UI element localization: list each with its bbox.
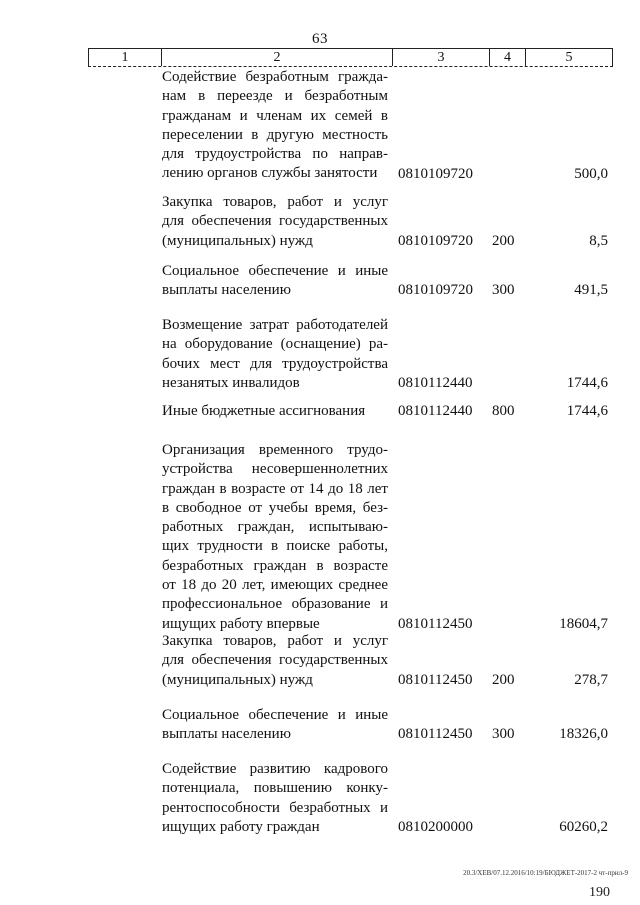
table-row (162, 632, 608, 690)
row-amount: 491,5 (574, 282, 608, 299)
row-expense-type: 200 (492, 671, 515, 688)
table-row (162, 193, 608, 251)
row-description-line: работных граждан, испытываю- (162, 519, 388, 536)
row-description-line: выплаты населению (162, 282, 291, 299)
row-description-line: профессиональное образование и (162, 596, 388, 613)
table-row (162, 68, 608, 184)
row-description-line: Социальное обеспечение и иные (162, 707, 388, 723)
row-amount: 60260,2 (559, 818, 608, 835)
row-target-code: 0810112450 (398, 615, 473, 632)
row-description (162, 706, 388, 745)
row-description (162, 632, 388, 690)
table-row (162, 706, 608, 745)
row-amount: 18326,0 (559, 726, 608, 743)
row-amount: 500,0 (574, 165, 608, 182)
table-row (162, 402, 608, 421)
column-header-4: 4 (489, 49, 525, 66)
row-expense-type: 800 (492, 403, 515, 419)
row-target-code: 0810112450 (398, 726, 473, 743)
row-description (162, 316, 388, 393)
row-description-line: гражданам и членам их семей в (162, 107, 388, 124)
row-target-code: 0810112440 (398, 403, 473, 419)
row-description-line: для обеспечения государственных (162, 213, 388, 230)
row-expense-type: 300 (492, 282, 515, 299)
row-description-line: рентоспособности безработных и (162, 799, 388, 816)
row-description-line: ищущих работу граждан (162, 818, 320, 835)
row-description-line: Содействие безработным гражда- (162, 69, 388, 85)
row-description-line: для обеспечения государственных (162, 652, 388, 669)
column-header-3: 3 (392, 49, 489, 66)
document-footer-stamp: 20.3/ХЕВ/07.12.2016/10:19/БЮДЖЕТ-2017-2 чт-прил-9 (463, 869, 628, 877)
row-target-code: 0810112450 (398, 671, 473, 688)
row-description-line: для трудоустройства по направ- (162, 146, 388, 163)
table-row (162, 262, 608, 301)
table-row (162, 441, 608, 634)
row-description (162, 760, 388, 837)
row-description-line: Возмещение затрат работодателей (162, 317, 388, 333)
row-amount: 8,5 (589, 232, 608, 249)
row-description-line: в свободное от учебы время, без- (162, 499, 388, 516)
row-amount: 278,7 (574, 671, 608, 688)
table-row (162, 316, 608, 393)
row-description-line: Закупка товаров, работ и услуг (162, 633, 388, 649)
row-description-line: незанятых инвалидов (162, 374, 300, 391)
row-description (162, 402, 388, 421)
row-description-line: переселении в другую местность (162, 126, 388, 143)
row-target-code: 0810200000 (398, 818, 473, 835)
row-expense-type: 200 (492, 232, 515, 249)
row-amount: 1744,6 (566, 374, 608, 391)
row-description (162, 193, 388, 251)
row-description-line: бочих мест для трудоустройства (162, 355, 388, 372)
column-header-row (88, 48, 613, 67)
row-description-line: Содействие развитию кадрового (162, 761, 388, 777)
row-target-code: 0810109720 (398, 232, 473, 249)
row-description-line: потенциала, повышению конку- (162, 780, 388, 797)
row-description-line: лению органов службы занятости (162, 165, 378, 182)
row-description (162, 262, 388, 301)
row-description-line: ищущих работу впервые (162, 615, 320, 632)
column-header-1: 1 (121, 50, 129, 65)
row-description-line: безработных граждан в возрасте (162, 557, 388, 574)
page-number: 63 (312, 31, 328, 47)
row-description-line: Социальное обеспечение и иные (162, 263, 388, 279)
row-description-line: (муниципальных) нужд (162, 232, 313, 249)
row-expense-type: 300 (492, 726, 515, 743)
row-description-line: Организация временного трудо- (162, 442, 388, 458)
row-description-line: щих трудности в поиске работы, (162, 538, 388, 555)
row-description (162, 441, 388, 634)
row-description-line: граждан в возрасте от 14 до 18 лет (162, 480, 388, 497)
column-header-2: 2 (161, 49, 392, 66)
column-header-5: 5 (525, 49, 612, 66)
row-target-code: 0810112440 (398, 374, 473, 391)
row-description-line: (муниципальных) нужд (162, 671, 313, 688)
row-target-code: 0810109720 (398, 282, 473, 299)
row-amount: 18604,7 (559, 615, 608, 632)
row-description-line: Иные бюджетные ассигнования (162, 403, 366, 419)
sheet-number: 190 (589, 885, 610, 900)
row-amount: 1744,6 (566, 403, 608, 419)
row-description-line: выплаты населению (162, 726, 291, 743)
row-description-line: от 18 до 20 лет, имеющих среднее (162, 577, 388, 594)
row-description-line: устройства несовершеннолетних (162, 461, 388, 478)
row-description (162, 68, 388, 184)
row-description-line: нам в переезде и безработным (162, 88, 388, 105)
row-description-line: на оборудование (оснащение) ра- (162, 336, 388, 353)
row-target-code: 0810109720 (398, 165, 473, 182)
table-row (162, 760, 608, 837)
row-description-line: Закупка товаров, работ и услуг (162, 194, 388, 210)
